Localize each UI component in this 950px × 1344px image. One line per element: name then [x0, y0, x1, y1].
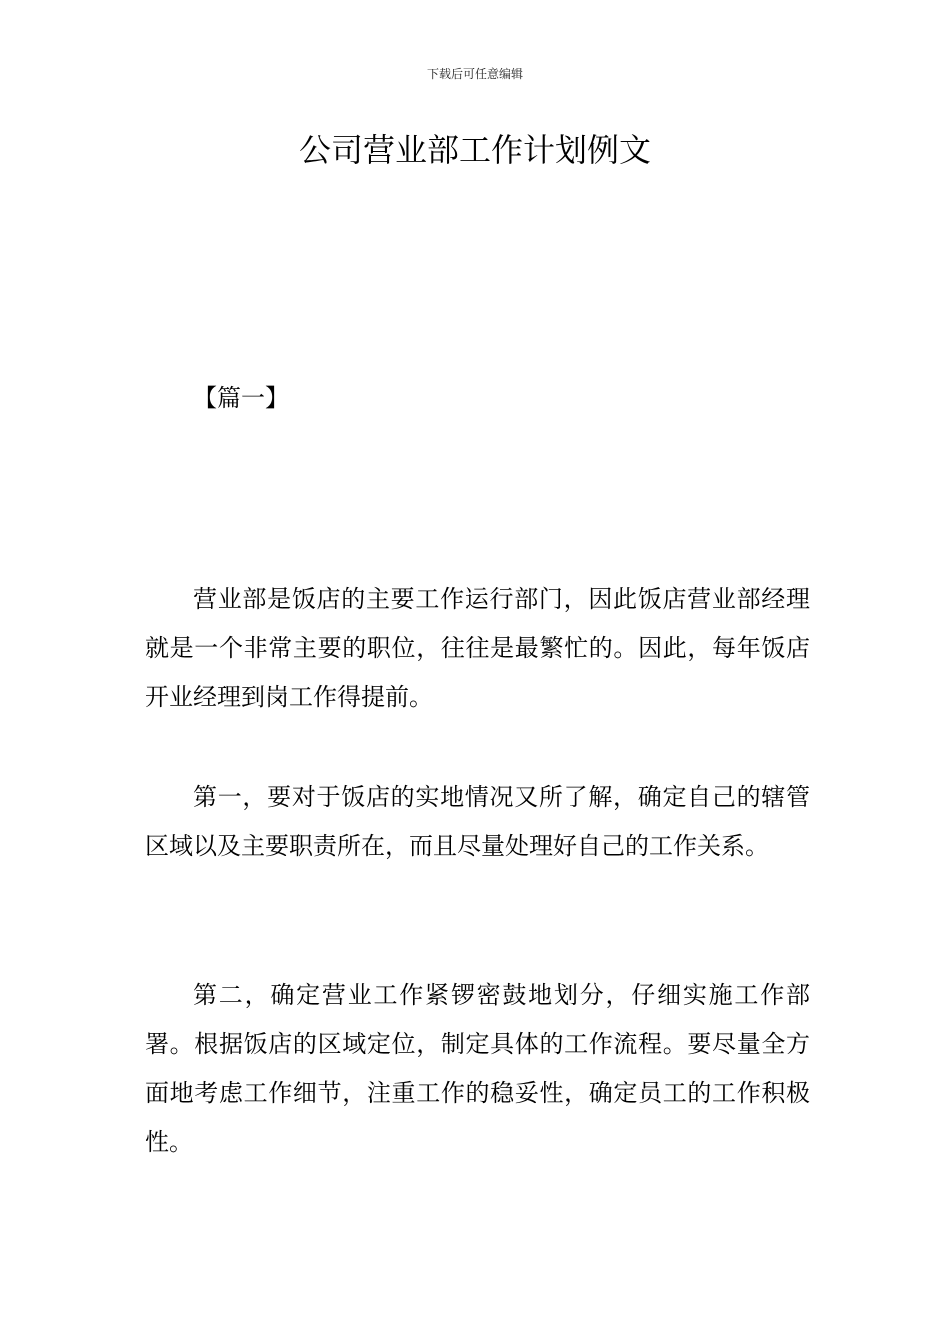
- header-note: 下载后可任意编辑: [426, 67, 523, 81]
- document-title: 公司营业部工作计划例文: [298, 131, 651, 169]
- paragraph-second-point: 第二，确定营业工作紧锣密鼓地划分，仔细实施工作部署。根据饭店的区域定位，制定具体的工作流程。要尽量全方面地考虑工作细节，注重工作的稳妥性，确定员工的工作积极性。: [145, 981, 810, 1156]
- paragraph-first-point: 第一，要对于饭店的实地情况又所了解，确定自己的辖管区域以及主要职责所在，而且尽量处理好自己的工作关系。: [145, 783, 810, 860]
- paragraph-intro: 营业部是饭店的主要工作运行部门，因此饭店营业部经理就是一个非常主要的职位，往往是最繁忙的。因此，每年饭店开业经理到岗工作得提前。: [145, 585, 810, 711]
- section-heading: 【篇一】: [193, 384, 289, 412]
